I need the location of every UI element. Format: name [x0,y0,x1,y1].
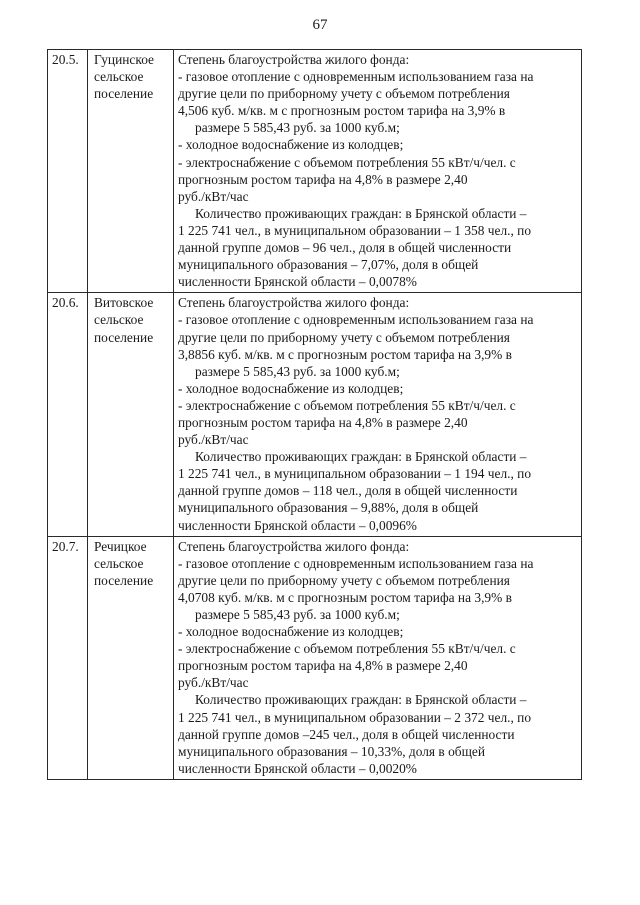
description-line: Количество проживающих граждан: в Брянской области – [195,205,527,221]
row-number-cell: 20.7. [48,536,88,779]
description-line: данной группе домов –245 чел., доля в общей численности [178,726,515,742]
settlement-name-cell [88,293,174,536]
description-line: Степень благоустройства жилого фонда: [178,538,410,554]
settlements-table [47,49,582,780]
description-line: другие цели по приборному учету с объемом потребления [178,329,510,345]
table-body [48,50,582,780]
description-cell [174,536,582,779]
settlement-name-line: Гуцинское [94,52,154,67]
description-line: прогнозным ростом тарифа на 4,8% в размере 2,40 [178,414,468,430]
description-line: размере 5 585,43 руб. за 1000 куб.м; [195,363,400,379]
description-line: муниципального образования – 9,88%, доля в общей [178,500,479,516]
settlement-name-line: поселение [94,329,154,345]
row-number-cell: 20.5. [48,50,88,293]
description-cell [174,293,582,536]
description-line: 1 225 741 чел., в муниципальном образовании – 1 194 чел., по [178,466,532,482]
description-line: данной группе домов – 96 чел., доля в общей численности [178,240,512,256]
settlement-name-line: сельское [94,312,144,328]
description-line: другие цели по приборному учету с объемом потребления [178,86,510,102]
page-number: 67 [312,17,328,33]
description-line: Количество проживающих граждан: в Брянской области – [195,692,527,708]
description-line: Количество проживающих граждан: в Брянской области – [195,449,527,465]
description-line: - холодное водоснабжение из колодцев; [178,380,404,396]
description-line: - холодное водоснабжение из колодцев; [178,624,404,640]
description-line: численности Брянской области – 0,0020% [178,760,417,776]
description-line: размере 5 585,43 руб. за 1000 куб.м; [195,120,400,136]
description-line: - электроснабжение с объемом потребления 55 кВт/ч/чел. с [178,641,516,657]
description-line: - электроснабжение с объемом потребления 55 кВт/ч/чел. с [178,397,516,413]
description-line: муниципального образования – 10,33%, доля в общей [178,743,486,759]
settlement-name-line: сельское [94,555,144,571]
description-line: прогнозным ростом тарифа на 4,8% в размере 2,40 [178,171,468,187]
description-line: прогнозным ростом тарифа на 4,8% в размере 2,40 [178,658,468,674]
description-line: численности Брянской области – 0,0078% [178,274,417,290]
description-line: 4,506 куб. м/кв. м с прогнозным ростом тарифа на 3,9% в [178,103,506,119]
settlement-name-cell [88,50,174,293]
description-line: муниципального образования – 7,07%, доля в общей [178,257,479,273]
description-line: численности Брянской области – 0,0096% [178,517,417,533]
description-line: - газовое отопление с одновременным использованием газа на [178,555,534,571]
settlement-name-line: поселение [94,86,154,102]
description-line: руб./кВт/час [178,188,249,204]
table-row [48,50,582,293]
description-line: 3,8856 куб. м/кв. м с прогнозным ростом тарифа на 3,9% в [178,346,512,362]
description-line: Степень благоустройства жилого фонда: [178,295,410,311]
description-line: - холодное водоснабжение из колодцев; [178,137,404,153]
settlement-name-line: сельское [94,69,144,85]
description-cell [174,50,582,293]
description-line: 1 225 741 чел., в муниципальном образовании – 2 372 чел., по [178,709,532,725]
table-row [48,536,582,779]
description-line: Степень благоустройства жилого фонда: [178,52,410,67]
description-line: руб./кВт/час [178,432,249,448]
table-row [48,293,582,536]
description-line: - газовое отопление с одновременным использованием газа на [178,312,534,328]
settlement-name-cell [88,536,174,779]
row-number-cell: 20.6. [48,293,88,536]
description-line: - электроснабжение с объемом потребления 55 кВт/ч/чел. с [178,154,516,170]
description-line: 4,0708 куб. м/кв. м с прогнозным ростом тарифа на 3,9% в [178,589,512,605]
settlement-name-line: Витовское [94,295,154,311]
description-line: данной группе домов – 118 чел., доля в общей численности [178,483,518,499]
description-line: руб./кВт/час [178,675,249,691]
description-line: - газовое отопление с одновременным использованием газа на [178,69,534,85]
settlement-name-line: Речицкое [94,538,147,554]
description-line: 1 225 741 чел., в муниципальном образовании – 1 358 чел., по [178,222,532,238]
description-line: другие цели по приборному учету с объемом потребления [178,572,510,588]
settlement-name-line: поселение [94,572,154,588]
description-line: размере 5 585,43 руб. за 1000 куб.м; [195,607,400,622]
